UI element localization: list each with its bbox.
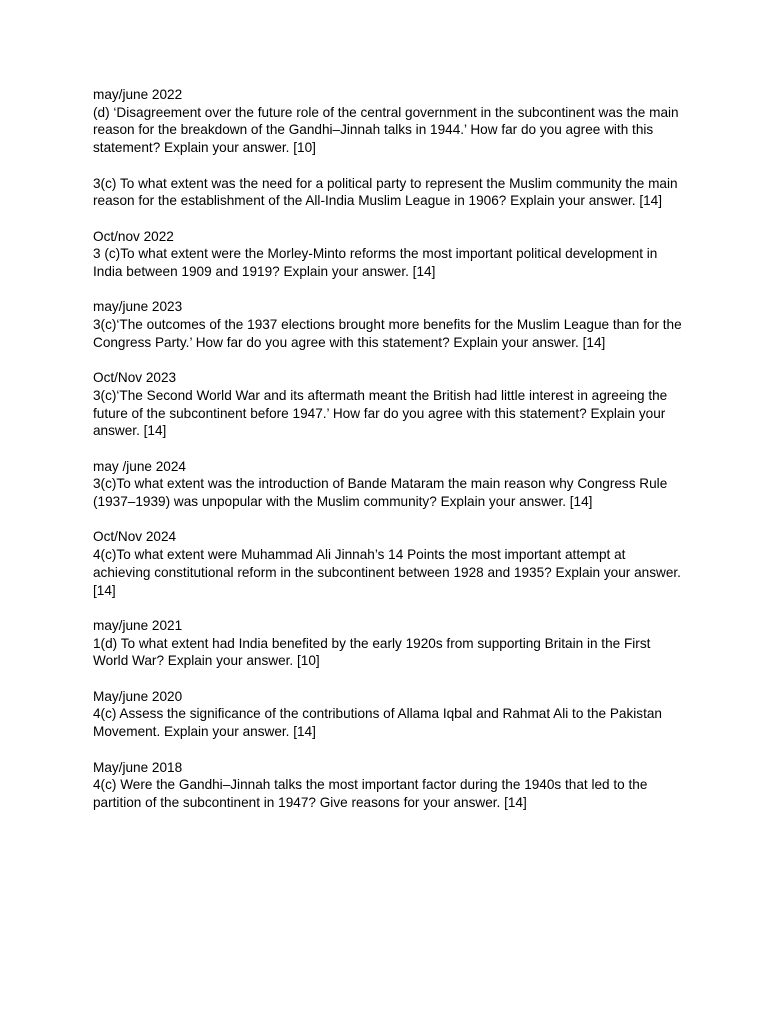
question-text: 4(c) Assess the significance of the contributions of Allama Iqbal and Rahmat Ali to the Pakistan Movement. Explain your answer. [14] [93,706,662,740]
entry-block [93,759,683,812]
session-heading: may/june 2023 [93,299,183,315]
entry-block [93,688,683,741]
session-heading: may /june 2024 [93,458,186,474]
question-text: 1(d) To what extent had India benefited by the early 1920s from supporting Britain in the First World War? Explain your answer. [10] [93,635,651,669]
question-text: (d) ‘Disagreement over the future role of the central government in the subcontinent was the main reason for the breakdown of the Gandhi–Jinnah talks in 1944.’ How far do you agree with this statement? Explain your answer. [10] [93,104,679,156]
session-heading: Oct/Nov 2023 [93,370,177,386]
entry-block [93,528,683,599]
entry-block [93,298,683,351]
session-heading: Oct/nov 2022 [93,228,174,244]
entry-block [93,86,683,157]
session-heading: Oct/Nov 2024 [93,529,177,545]
question-text: 3(c)To what extent was the introduction of Bande Mataram the main reason why Congress Rule (1937–1939) was unpopular with the Muslim community? Explain your answer. [14] [93,476,668,510]
question-text: 4(c)To what extent were Muhammad Ali Jinnah’s 14 Points the most important attempt at achieving constitutional reform in the subcontinent between 1928 and 1935? Explain your answer. [14] [93,547,681,598]
session-heading: May/june 2020 [93,688,183,704]
question-text: 3(c) To what extent was the need for a political party to represent the Muslim community the main reason for the establishment of the All-India Muslim League in 1906? Explain your answer. [14] [93,175,678,209]
entry-block [93,175,683,210]
question-text: 3 (c)To what extent were the Morley-Minto reforms the most important political development in India between 1909 and 1919? Explain your answer. [14] [93,246,658,279]
entry-block [93,369,683,440]
question-text: 3(c)‘The outcomes of the 1937 elections brought more benefits for the Muslim League than for the Congress Party.’ How far do you agree with this statement? Explain your answer. [14] [93,317,682,350]
session-heading: may/june 2021 [93,617,183,633]
session-heading: May/june 2018 [93,759,183,775]
entry-block [93,228,683,281]
question-text: 3(c)‘The Second World War and its aftermath meant the British had little interest in agreeing the future of the subcontinent before 1947.’ How far do you agree with this statement? Explain your answer. [14] [93,387,668,439]
session-heading: may/june 2022 [93,87,183,102]
document-page [93,86,683,829]
question-text: 4(c) Were the Gandhi–Jinnah talks the most important factor during the 1940s that led to the partition of the subcontinent in 1947? Give reasons for your answer. [14] [93,777,648,810]
entry-block [93,458,683,511]
entry-block [93,617,683,670]
